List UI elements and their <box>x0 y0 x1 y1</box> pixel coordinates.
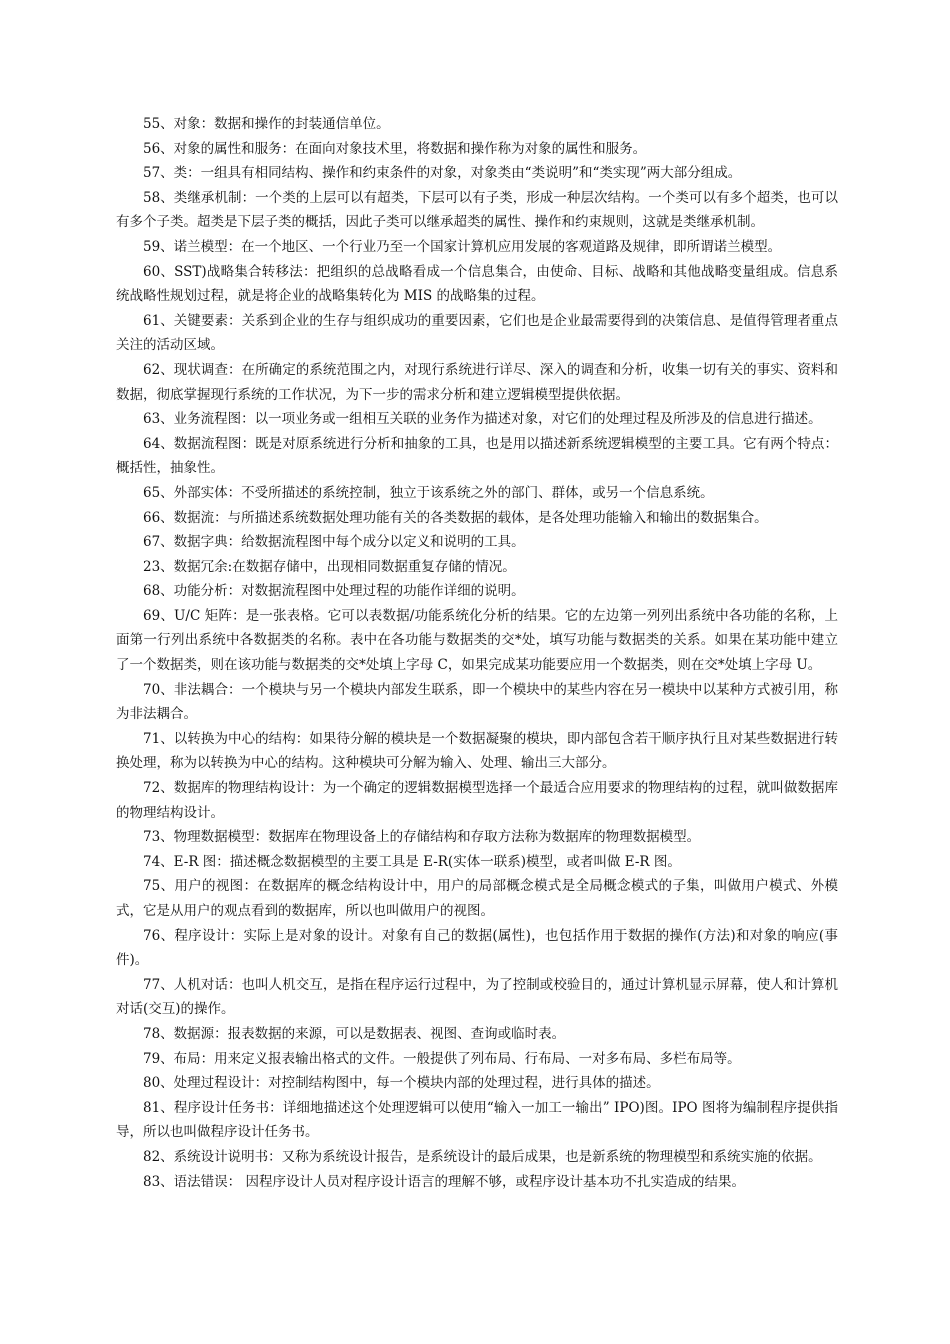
entry-78: 78、数据源：报表数据的来源，可以是数据表、视图、查询或临时表。 <box>143 1025 566 1042</box>
entry-70: 70、非法耦合：一个模块与另一个模块内部发生联系，即一个模块中的某些内容在另一模块中以某种方式被引用，称为非法耦合。 <box>116 681 838 723</box>
entry-58: 58、类继承机制：一个类的上层可以有超类，下层可以有子类，形成一种层次结构。一个类可以有多个超类，也可以有多个子类。超类是下层子类的概括，因此子类可以继承超类的属性、操作和约束规则，这就是类继承机制。 <box>116 189 838 231</box>
entry-69: 69、U/C 矩阵：是一张表格。它可以表数据/功能系统化分析的结果。它的左边第一列列出系统中各功能的名称，上面第一行列出系统中各数据类的名称。表中在各功能与数据类的交*处，填写功能与数据类的关系。如果在某功能中建立了一个数据类，则在该功能与数据类的交*处填上字母 C，如果完成某功能要应用一个数据类，则在交*处填上字母 U。 <box>116 607 838 674</box>
entry-82: 82、系统设计说明书：又称为系统设计报告，是系统设计的最后成果，也是新系统的物理模型和系统实施的依据。 <box>143 1148 822 1165</box>
entry-74: 74、E-R 图：描述概念数据模型的主要工具是 E-R(实体一联系)模型，或者叫做 E-R 图。 <box>143 853 681 870</box>
entry-73: 73、物理数据模型：数据库在物理设备上的存储结构和存取方法称为数据库的物理数据模型。 <box>143 829 701 846</box>
entry-65: 65、外部实体：不受所描述的系统控制，独立于该系统之外的部门、群体，或另一个信息系统。 <box>143 484 714 501</box>
entry-64: 64、数据流程图：既是对原系统进行分析和抽象的工具，也是用以描述新系统逻辑模型的主要工具。它有两个特点：概括性，抽象性。 <box>116 435 838 477</box>
entry-75: 75、用户的视图：在数据库的概念结构设计中，用户的局部概念模式是全局概念模式的子集，叫做用户模式、外模式，它是从用户的观点看到的数据库，所以也叫做用户的视图。 <box>116 878 838 919</box>
entry-66: 66、数据流：与所描述系统数据处理功能有关的各类数据的载体，是各处理功能输入和输出的数据集合。 <box>143 509 768 526</box>
entry-81: 81、程序设计任务书：详细地描述这个处理逻辑可以使用“输入一加工一输出” IPO)图。IPO 图将为编制程序提供指导，所以也叫做程序设计任务书。 <box>116 1099 838 1141</box>
entry-62: 62、现状调查：在所确定的系统范围之内，对现行系统进行详尽、深入的调查和分析，收集一切有关的事实、资料和数据，彻底掌握现行系统的工作状况，为下一步的需求分析和建立逻辑模型提供依据。 <box>116 361 838 403</box>
entry-80: 80、处理过程设计：对控制结构图中，每一个模块内部的处理过程，进行具体的描述。 <box>143 1075 660 1092</box>
entry-79: 79、布局：用来定义报表输出格式的文件。一般提供了列布局、行布局、一对多布局、多栏布局等。 <box>143 1050 741 1067</box>
entry-67: 67、数据字典：给数据流程图中每个成分以定义和说明的工具。 <box>143 534 525 551</box>
entry-77: 77、人机对话：也叫人机交互，是指在程序运行过程中，为了控制或校验目的，通过计算机显示屏幕，使人和计算机对话(交互)的操作。 <box>116 976 838 1018</box>
entry-61: 61、关键要素：关系到企业的生存与组织成功的重要因素，它们也是企业最需要得到的决策信息、是值得管理者重点关注的活动区域。 <box>116 312 838 354</box>
entry-76: 76、程序设计：实际上是对象的设计。对象有自己的数据(属性)，也包括作用于数据的操作(方法)和对象的响应(事件)。 <box>116 927 838 969</box>
entry-59: 59、诺兰模型：在一个地区、一个行业乃至一个国家计算机应用发展的客观道路及规律，即所谓诺兰模型。 <box>143 238 782 255</box>
entry-83: 83、语法错误： 因程序设计人员对程序设计语言的理解不够，或程序设计基本功不扎实造成的结果。 <box>143 1173 745 1190</box>
entry-63: 63、业务流程图：以一项业务或一组相互关联的业务作为描述对象，对它们的处理过程及所涉及的信息进行描述。 <box>143 411 822 428</box>
entry-68: 68、功能分析：对数据流程图中处理过程的功能作详细的说明。 <box>143 583 525 600</box>
entry-55: 55、对象：数据和操作的封装通信单位。 <box>143 116 390 132</box>
entry-56: 56、对象的属性和服务：在面向对象技术里，将数据和操作称为对象的属性和服务。 <box>143 140 647 157</box>
entry-71: 71、以转换为中心的结构：如果待分解的模块是一个数据凝聚的模块，即内部包含若干顺序执行且对某些数据进行转换处理，称为以转换为中心的结构。这种模块可分解为输入、处理、输出三大部分。 <box>116 730 838 772</box>
glossary-text <box>116 112 838 1194</box>
entry-57: 57、类：一组具有相同结构、操作和约束条件的对象，对象类由“类说明”和“类实现”两大部分组成。 <box>143 165 742 182</box>
entry-72: 72、数据库的物理结构设计：为一个确定的逻辑数据模型选择一个最适合应用要求的物理结构的过程，就叫做数据库的物理结构设计。 <box>116 780 838 821</box>
entry-60: 60、SST)战略集合转移法：把组织的总战略看成一个信息集合，由使命、目标、战略和其他战略变量组成。信息系统战略性规划过程，就是将企业的战略集转化为 MIS 的战略集的过程。 <box>116 263 838 305</box>
entry-23: 23、数据冗余:在数据存储中，出现相同数据重复存储的情况。 <box>143 558 516 575</box>
